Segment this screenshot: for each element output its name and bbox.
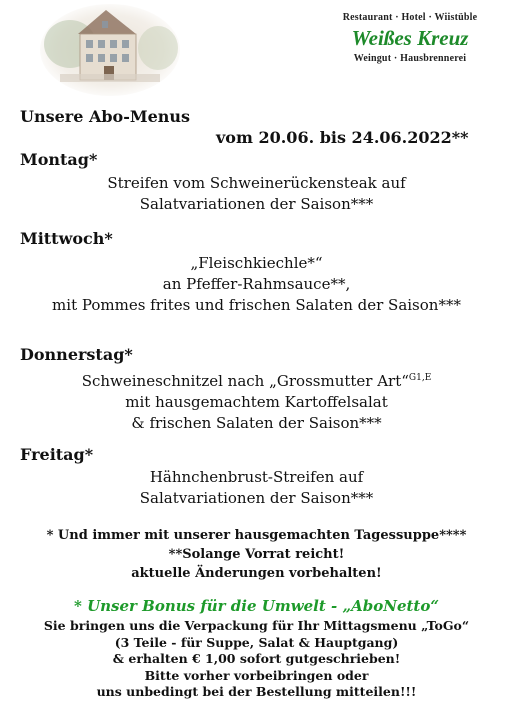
brand-logo [340, 12, 480, 64]
dish-monday [0, 173, 513, 215]
bonus-line: & erhalten € 1,00 sofort gutgeschrieben! [112, 651, 401, 666]
day-label-wednesday: Mittwoch* [20, 229, 113, 248]
allergen-superscript: G1,E [408, 373, 432, 383]
dish-line: Salatvariationen der Saison*** [139, 489, 374, 507]
brand-name: Weißes Kreuz [351, 26, 469, 50]
dish-line: mit Pommes frites und frischen Salaten der Saison*** [52, 296, 461, 314]
dish-line: Hähnchenbrust-Streifen auf [149, 468, 364, 486]
brand-tagline-top: Restaurant · Hotel · Wiistüble [342, 12, 478, 23]
dish-wednesday [0, 253, 513, 316]
dish-line: Salatvariationen der Saison*** [139, 195, 374, 213]
footnotes [0, 526, 513, 583]
dish-thursday [0, 368, 513, 434]
dish-line: Streifen vom Schweinerückensteak auf [107, 174, 406, 192]
footnote-line: **Solange Vorrat reicht! [168, 547, 345, 562]
dish-line: „Fleischkiechle*“ [190, 254, 323, 272]
day-label-friday: Freitag* [20, 445, 94, 464]
bonus-line: (3 Teile - für Suppe, Salat & Hauptgang) [114, 634, 399, 650]
bonus-line: Bitte vorher vorbeibringen oder [144, 667, 369, 683]
menu-title: Unsere Abo-Menus [20, 107, 191, 126]
dish-line: an Pfeffer-Rahmsauce**, [162, 275, 351, 293]
bonus-line: uns unbedingt bei der Bestellung mitteilen!!! [96, 684, 417, 699]
day-label-monday: Montag* [20, 150, 98, 169]
dish-line: mit hausgemachtem Kartoffelsalat [125, 393, 388, 411]
bonus-title: * Unser Bonus für die Umwelt - „AboNetto“ [74, 597, 439, 615]
footnote-line: * Und immer mit unserer hausgemachten Tagessuppe**** [46, 528, 467, 543]
bonus-line: Sie bringen uns die Verpackung für Ihr Mittagsmenu „ToGo“ [43, 618, 470, 633]
dish-line [0, 368, 513, 392]
footnote-line: aktuelle Änderungen vorbehalten! [131, 566, 382, 581]
bonus-details [0, 618, 513, 701]
brand-tagline-bottom: Weingut · Hausbrennerei [353, 53, 467, 64]
day-label-thursday: Donnerstag* [20, 345, 133, 364]
dish-line: & frischen Salaten der Saison*** [131, 414, 382, 432]
date-range: vom 20.06. bis 24.06.2022** [216, 128, 469, 147]
hotel-building-image [40, 4, 180, 96]
dish-friday [0, 467, 513, 509]
dish-line-text: Schweineschnitzel nach „Grossmutter Art“ [81, 372, 409, 390]
